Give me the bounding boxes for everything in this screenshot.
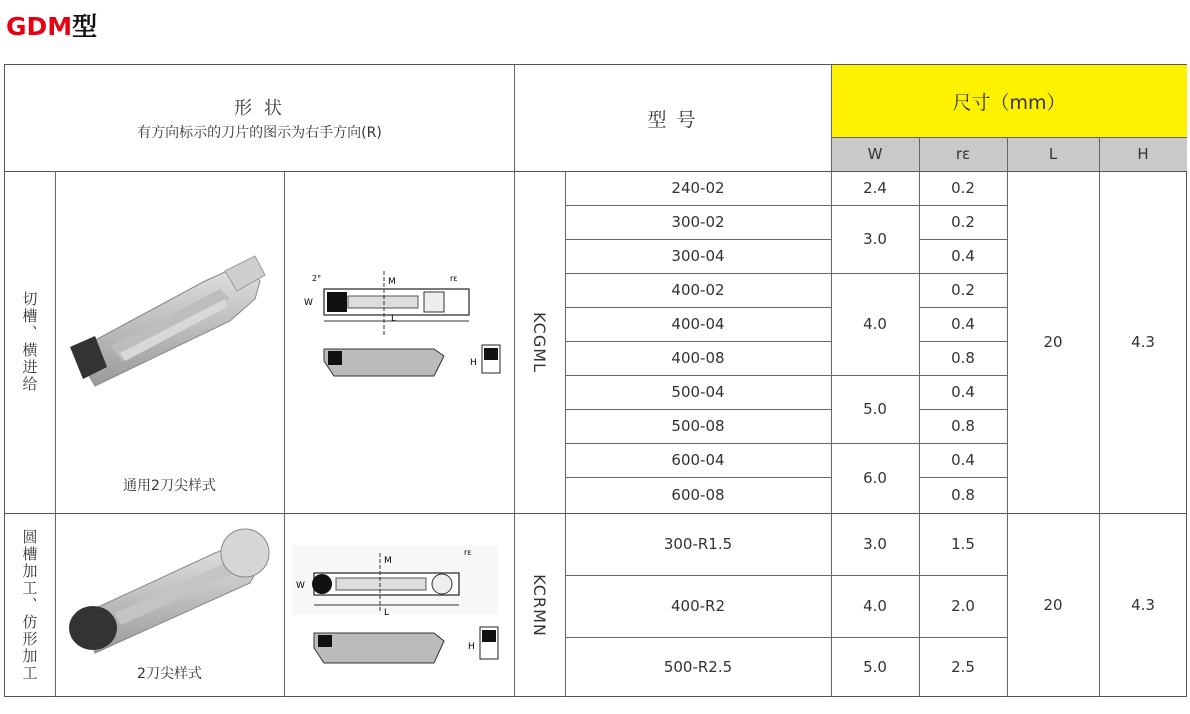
w-cell: 5.0 [863,658,887,676]
l-cell: 20 [1043,596,1063,614]
divider [919,307,1007,308]
label-re: rε [464,548,472,557]
insert-3d-image-2 [55,513,284,697]
label-re: rε [450,274,458,283]
r-cell: 0.4 [951,383,975,401]
model-cell: 400-R2 [670,597,725,615]
series-kcrmn: KCRMN [530,573,549,637]
r-cell: 0.4 [951,315,975,333]
w-cell: 3.0 [863,230,887,248]
divider [565,637,1007,638]
model-cell: 600-04 [671,451,725,469]
label-m: M [388,277,396,287]
divider [565,341,831,342]
divider [831,375,919,376]
divider [919,273,1007,274]
r-cell: 0.2 [951,179,975,197]
divider [565,273,831,274]
insert-3d-image-1 [55,171,284,513]
dimension-header: 尺寸（mm） [831,65,1187,137]
divider [565,409,831,410]
divider [919,341,1007,342]
divider [831,65,832,697]
model-header: 型 号 [647,108,698,131]
model-cell: 500-R2.5 [663,658,733,676]
r-cell: 0.4 [951,451,975,469]
r-cell: 0.2 [951,213,975,231]
r-cell: 0.2 [951,281,975,299]
model-cell: 240-02 [671,179,725,197]
model-cell: 500-04 [671,383,725,401]
r-cell: 0.8 [951,486,975,504]
shape-title: 形 状 [234,98,285,119]
model-cell: 400-08 [671,349,725,367]
model-cell: 600-08 [671,486,725,504]
divider [831,137,1187,138]
series-kcgml: KCGML [530,311,549,373]
divider [514,65,515,697]
h-cell: 4.3 [1131,333,1155,351]
r-cell: 0.8 [951,417,975,435]
divider [831,205,919,206]
divider [919,477,1007,478]
title-brand: GDM [6,12,73,41]
title-suffix: 型 [72,12,98,41]
w-cell: 4.0 [863,597,887,615]
r-cell: 2.0 [951,597,975,615]
divider [831,443,919,444]
divider [5,513,1187,514]
divider [284,171,285,697]
w-cell: 2.4 [863,179,887,197]
divider [5,171,1187,172]
insert-drawing [284,513,514,697]
insert-3d-illustration [55,171,284,481]
label-angle: 2° [312,274,322,283]
divider [565,477,831,478]
divider [919,205,1007,206]
model-cell: 400-04 [671,315,725,333]
caption-profiling: 2刀尖样式 [137,666,202,682]
shape-note: 有方向标示的刀片的图示为右手方向(R) [137,125,382,141]
w-cell: 6.0 [863,469,887,487]
divider [565,575,1007,576]
divider [565,171,566,697]
col-w-header: W [831,137,919,171]
divider [565,239,831,240]
divider [55,171,56,697]
col-h-header: H [1099,137,1187,171]
col-r-header: rε [919,137,1007,171]
r-cell: 0.8 [951,349,975,367]
page-title [6,10,97,44]
divider [565,205,831,206]
label-h: H [470,358,477,368]
h-cell: 4.3 [1131,596,1155,614]
model-cell: 300-02 [671,213,725,231]
label-l: L [384,608,390,618]
divider [919,443,1007,444]
spec-table [4,64,1187,697]
divider [565,443,831,444]
r-cell: 1.5 [951,535,975,553]
category-profiling: 圆槽加工、仿形加工 [20,528,39,682]
l-cell: 20 [1043,333,1063,351]
category-grooving: 切槽、横进给 [20,291,39,393]
divider [1007,137,1008,697]
insert-drawing [284,171,514,513]
divider [565,375,831,376]
model-cell: 500-08 [671,417,725,435]
col-l-header: L [1007,137,1099,171]
divider [565,307,831,308]
technical-drawing-1 [284,171,514,513]
label-h: H [468,642,475,652]
caption-grooving: 通用2刀尖样式 [123,478,216,494]
divider [919,409,1007,410]
w-cell: 4.0 [863,315,887,333]
w-cell: 5.0 [863,400,887,418]
r-cell: 0.4 [951,247,975,265]
label-w: W [304,298,313,308]
divider [919,137,920,697]
r-cell: 2.5 [951,658,975,676]
label-m: M [384,556,392,566]
label-w: W [296,581,305,591]
model-cell: 300-04 [671,247,725,265]
w-cell: 3.0 [863,535,887,553]
model-cell: 300-R1.5 [663,535,733,553]
divider [831,273,919,274]
divider [919,239,1007,240]
shape-header [5,65,514,171]
divider [919,375,1007,376]
technical-drawing-2 [284,513,514,697]
model-cell: 400-02 [671,281,725,299]
divider [1099,137,1100,697]
label-l: L [391,314,397,324]
